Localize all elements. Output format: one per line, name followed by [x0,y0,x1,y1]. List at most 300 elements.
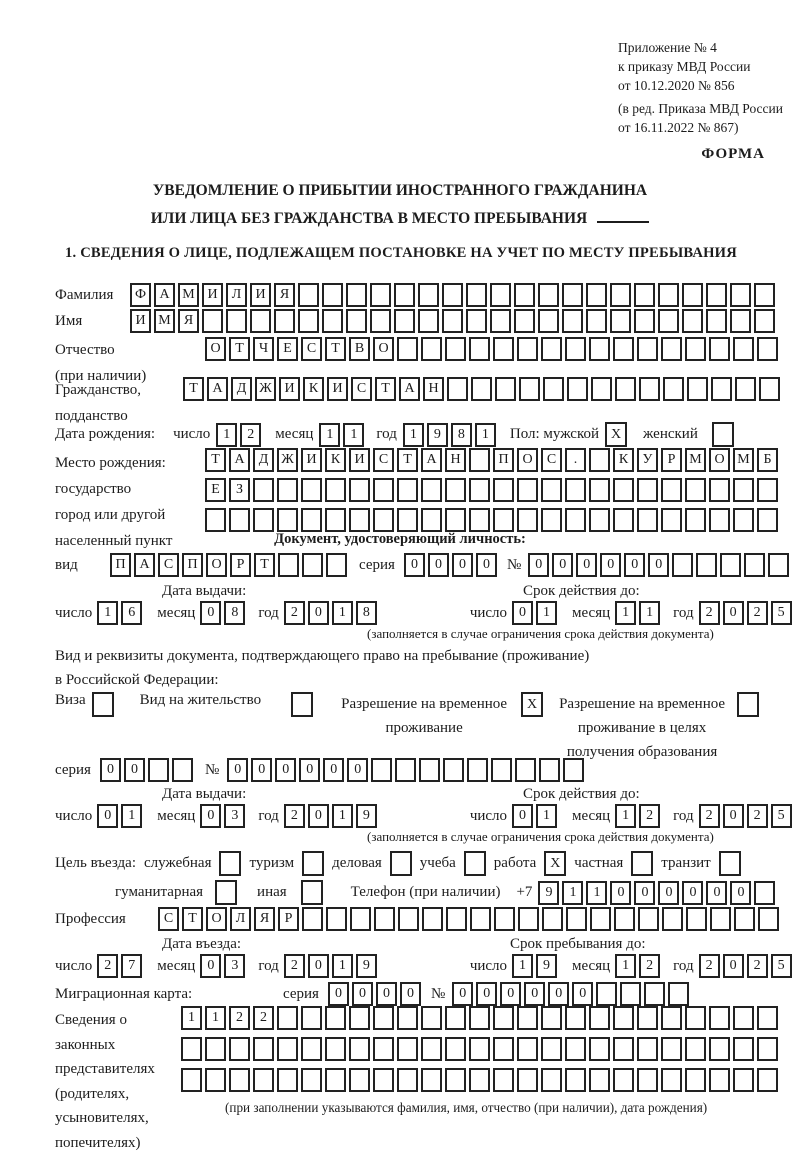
day-label: число [469,807,508,824]
form-cell [181,1068,202,1092]
checkbox-humanitarian [215,880,237,905]
form-cell: 9 [538,881,559,905]
form-cell: 8 [356,601,377,625]
residence-valid-month [615,804,660,828]
edition-line: (в ред. Приказа МВД России [618,101,783,116]
purpose-study-label: учеба [419,855,456,871]
form-cell: 1 [97,601,118,625]
representatives-row3 [181,1068,778,1092]
form-cell: 9 [356,804,377,828]
form-cell [278,553,299,577]
form-cell [349,1068,370,1092]
checkbox-residence-permit [291,692,313,717]
form-cell: 0 [624,553,645,577]
form-cell: У [637,448,658,472]
birth-place-row1 [205,448,778,472]
year-label: год [258,807,279,824]
form-cell: 1 [332,601,353,625]
migration-number-cells [452,982,689,1006]
form-cell: Д [253,448,274,472]
form-cell: 8 [224,601,245,625]
form-cell [277,478,298,502]
form-cell: Т [182,907,203,931]
firstname-label: Имя [55,312,83,329]
checkbox-tourism [302,851,324,876]
form-cell [538,309,559,333]
form-cell: О [373,337,394,361]
valid-until-label: Срок действия до: [523,786,640,802]
form-cell: К [325,448,346,472]
checkbox-private [631,851,653,876]
checkbox-edu-permit [737,692,759,717]
valid-until-label: Срок действия до: [523,583,640,599]
form-cell: А [399,377,420,401]
doc-type-label: вид [55,556,78,573]
form-cell [709,337,730,361]
residence-doc-intro1: Вид и реквизиты документа, подтверждающего право на пребывание (проживание) [55,648,590,664]
form-cell: 0 [524,982,545,1006]
form-cell: М [154,309,175,333]
form-cell [325,1006,346,1030]
form-cell [253,508,274,532]
form-cell: И [250,283,271,307]
form-cell: 0 [275,758,296,782]
number-label: № [204,761,220,778]
form-cell: 0 [227,758,248,782]
form-cell: 1 [343,423,364,447]
stay-until-label: Срок пребывания до: [510,936,646,952]
form-cell: И [301,448,322,472]
form-cell [706,309,727,333]
form-cell [685,1037,706,1061]
migration-card-label: Миграционная карта: [55,985,193,1002]
form-cell [301,1037,322,1061]
form-cell: 0 [548,982,569,1006]
doc-issue-month [200,601,245,625]
form-cell [634,309,655,333]
form-cell [757,1037,778,1061]
form-cell: З [229,478,250,502]
form-cell [733,1037,754,1061]
form-cell: 0 [634,881,655,905]
form-cell [397,508,418,532]
form-cell [469,1037,490,1061]
form-cell [668,982,689,1006]
form-cell: 1 [216,423,237,447]
form-cell [253,478,274,502]
form-title-line2-text: ИЛИ ЛИЦА БЕЗ ГРАЖДАНСТВА В МЕСТО ПРЕБЫВАНИЯ [150,210,588,227]
form-cell: 0 [610,881,631,905]
residence-doc-types [55,692,759,764]
form-cell [733,1006,754,1030]
form-cell [543,377,564,401]
form-cell [757,1006,778,1030]
form-cell [443,758,464,782]
gender-male-label: Пол: мужской [509,426,600,442]
profession-label: Профессия [55,910,126,927]
form-cell [589,1037,610,1061]
form-cell [518,907,539,931]
form-cell [467,758,488,782]
form-cell [634,283,655,307]
form-cell [253,1068,274,1092]
form-cell [493,478,514,502]
form-cell: 1 [205,1006,226,1030]
birth-date-row [55,422,734,447]
form-cell [615,377,636,401]
citizenship-label: Гражданство, подданство [55,382,142,424]
form-cell: Д [231,377,252,401]
form-cell: И [327,377,348,401]
form-cell [229,508,250,532]
form-cell [493,1006,514,1030]
form-cell [397,1006,418,1030]
form-cell: Е [277,337,298,361]
form-cell [567,377,588,401]
form-cell: 0 [572,982,593,1006]
form-cell: С [351,377,372,401]
day-label: число [469,604,508,621]
form-cell [250,309,271,333]
form-cell: 0 [352,982,373,1006]
form-cell [277,1037,298,1061]
form-cell [589,478,610,502]
form-cell [685,1068,706,1092]
form-cell [301,1068,322,1092]
day-label: число [173,426,211,442]
form-cell [421,1037,442,1061]
form-cell [637,1006,658,1030]
form-cell [446,907,467,931]
form-cell: 0 [200,804,221,828]
form-cell: 0 [500,982,521,1006]
purpose-work-label: работа [493,855,537,871]
entry-dates-row [55,954,792,978]
form-cell [638,907,659,931]
form-cell [686,907,707,931]
form-cell [735,377,756,401]
form-cell [445,1068,466,1092]
form-cell: О [517,448,538,472]
form-cell: Ж [255,377,276,401]
form-cell: В [349,337,370,361]
form-cell: Н [445,448,466,472]
form-cell [298,283,319,307]
purpose-tourism-label: туризм [249,855,295,871]
firstname-row [55,309,775,333]
month-label: месяц [275,426,314,442]
checkbox-business [390,851,412,876]
visa-label: Виза [55,692,86,708]
temp-permit-label: Разрешение на временное проживание [341,696,508,736]
birth-month-cells [319,423,364,447]
form-cell [445,478,466,502]
form-cell [202,309,223,333]
appendix-line: к приказу МВД России [618,59,751,74]
form-cell [397,478,418,502]
form-cell [565,1006,586,1030]
birth-place-cells [205,448,778,532]
form-cell: А [421,448,442,472]
form-cell [637,1068,658,1092]
form-cell [541,1068,562,1092]
form-cell: 1 [512,954,533,978]
form-cell: 0 [648,553,669,577]
form-cell [395,758,416,782]
form-cell: 9 [356,954,377,978]
series-label: серия [55,761,91,778]
form-cell [757,478,778,502]
form-cell [490,309,511,333]
form-cell [349,1037,370,1061]
form-cell [322,309,343,333]
year-label: год [258,957,279,974]
form-cell [733,337,754,361]
form-cell: 1 [562,881,583,905]
form-cell: 2 [699,954,720,978]
birth-year-cells [403,423,496,447]
form-cell [370,283,391,307]
month-label: месяц [157,957,196,974]
doc-type-cells [110,553,347,577]
form-cell [565,1037,586,1061]
form-cell [720,553,741,577]
form-cell: М [733,448,754,472]
form-cell [685,508,706,532]
form-cell [768,553,789,577]
form-cell [373,1037,394,1061]
form-cell [661,1037,682,1061]
form-cell [325,1068,346,1092]
form-cell: Т [397,448,418,472]
form-cell: Я [274,283,295,307]
form-cell [515,758,536,782]
form-cell [685,478,706,502]
form-cell: С [158,553,179,577]
form-cell [539,758,560,782]
form-cell [711,377,732,401]
form-cell: М [685,448,706,472]
form-cell: 0 [576,553,597,577]
phone-cells [538,881,775,905]
edu-permit-label: Разрешение на временное проживание в целях получения образования [559,696,726,760]
form-cell [445,1037,466,1061]
representatives-note: (при заполнении указываются фамилия, имя, отчество (при наличии), дата рождения) [225,1100,708,1115]
form-cell [517,478,538,502]
form-cell: 0 [308,601,329,625]
form-cell: С [541,448,562,472]
phone-prefix: +7 [516,884,533,900]
form-cell [397,1068,418,1092]
form-cell: 2 [639,954,660,978]
form-cell [613,1037,634,1061]
day-label: число [55,604,93,621]
form-cell [709,1068,730,1092]
form-cell [205,1037,226,1061]
form-cell [613,1068,634,1092]
form-cell [302,553,323,577]
form-cell [685,337,706,361]
form-cell: 0 [600,553,621,577]
form-cell [644,982,665,1006]
form-cell [373,1006,394,1030]
form-cell: 0 [200,954,221,978]
migration-card-row [55,982,689,1006]
form-cell: 2 [229,1006,250,1030]
form-cell: 1 [639,601,660,625]
form-cell: 2 [699,601,720,625]
doc-valid-month [615,601,660,625]
doc-issue-day [97,601,142,625]
year-label: год [376,426,397,442]
form-cell [754,881,775,905]
form-cell [421,508,442,532]
form-cell: 0 [100,758,121,782]
form-cell [662,907,683,931]
residence-valid-day [512,804,557,828]
form-cell [639,377,660,401]
day-label: число [469,957,508,974]
form-cell [301,1006,322,1030]
form-cell [469,448,490,472]
form-cell [730,283,751,307]
form-cell [682,283,703,307]
form-cell [661,508,682,532]
form-cell: 0 [428,553,449,577]
form-cell [757,1068,778,1092]
form-cell [672,553,693,577]
form-cell [397,1037,418,1061]
form-cell [373,478,394,502]
form-cell [445,508,466,532]
form-cell [302,907,323,931]
residence-valid-year [699,804,792,828]
form-cell [658,309,679,333]
form-cell [661,478,682,502]
form-cell: 0 [706,881,727,905]
form-cell [491,758,512,782]
form-cell [493,337,514,361]
form-cell: О [205,337,226,361]
form-cell [422,907,443,931]
form-cell [326,907,347,931]
form-cell: 0 [376,982,397,1006]
form-cell: Я [178,309,199,333]
form-cell [685,1006,706,1030]
month-label: месяц [157,604,196,621]
form-cell: 6 [121,601,142,625]
form-cell: Б [757,448,778,472]
year-label: год [673,604,694,621]
stay-day [512,954,557,978]
form-cell: 0 [452,982,473,1006]
entry-month [200,954,245,978]
month-label: месяц [572,807,611,824]
form-cell: Т [375,377,396,401]
residence-dates-row [55,804,792,828]
birth-day-cells [216,423,261,447]
form-cell: 5 [771,804,792,828]
form-cell: . [565,448,586,472]
form-cell [470,907,491,931]
form-cell: 0 [328,982,349,1006]
form-cell [610,283,631,307]
series-label: серия [283,985,319,1002]
form-cell: 0 [723,804,744,828]
form-cell [541,478,562,502]
form-cell [469,337,490,361]
form-cell [709,1006,730,1030]
birth-place-label: Место рождения: государство город или другой населенный пункт [55,455,173,549]
form-cell [661,337,682,361]
visit-purpose-label: Цель въезда: [55,855,136,871]
entry-year [284,954,377,978]
month-label: месяц [157,807,196,824]
representatives-label: Сведения о законных представителях (родителях, усыновителях, попечителях) [55,1012,155,1151]
checkbox-official [219,851,241,876]
form-cell: С [373,448,394,472]
residence-issue-day [97,804,142,828]
form-cell [637,337,658,361]
form-cell [445,1006,466,1030]
form-cell [493,1068,514,1092]
form-cell: Т [183,377,204,401]
form-cell [696,553,717,577]
form-cell [730,309,751,333]
visit-purpose-row2 [115,880,775,905]
form-cell: 9 [536,954,557,978]
form-cell: И [130,309,151,333]
form-cell: 0 [323,758,344,782]
form-cell: Т [254,553,275,577]
representatives-row1 [181,1006,778,1030]
form-cell: 2 [240,423,261,447]
stay-year [699,954,792,978]
form-cell: 0 [528,553,549,577]
form-cell [373,1068,394,1092]
form-cell [566,907,587,931]
form-cell: 1 [615,954,636,978]
form-cell [466,283,487,307]
form-cell [637,1037,658,1061]
form-cell [744,553,765,577]
appendix-block [618,38,783,137]
form-cell: 0 [476,982,497,1006]
form-cell: Т [325,337,346,361]
form-cell: 0 [299,758,320,782]
form-cell: 0 [730,881,751,905]
identity-doc-row [55,553,789,577]
form-cell: 2 [747,804,768,828]
form-cell [565,1068,586,1092]
form-cell [586,283,607,307]
form-cell: А [134,553,155,577]
form-cell: 5 [771,601,792,625]
representatives-block [55,1006,778,1155]
residence-permit-label: Вид на жительство [139,692,262,708]
year-label: год [673,957,694,974]
form-cell [172,758,193,782]
form-cell: 0 [552,553,573,577]
form-cell [586,309,607,333]
form-cell: 1 [121,804,142,828]
form-cell [517,508,538,532]
form-cell [322,283,343,307]
form-title-line2 [0,207,800,228]
phone-label: Телефон (при наличии) [350,884,501,900]
form-cell [298,309,319,333]
form-cell [519,377,540,401]
